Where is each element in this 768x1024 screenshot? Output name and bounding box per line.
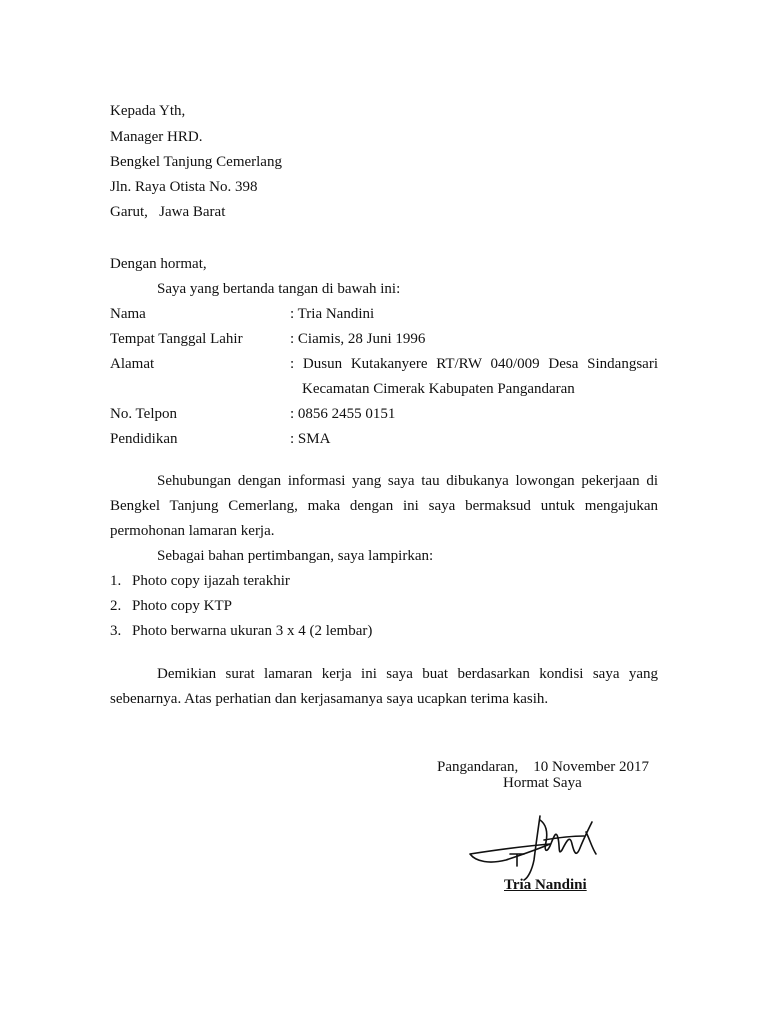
intro-text: Saya yang bertanda tangan di bawah ini:: [157, 281, 401, 297]
greeting: Dengan hormat,: [110, 256, 207, 272]
attachment-text: Photo copy ijazah terakhir: [132, 573, 290, 589]
attachment-number: 1.: [110, 573, 122, 589]
field-phone-value: : 0856 2455 0151: [290, 406, 396, 422]
attachment-number: 2.: [110, 598, 122, 614]
recipient-salutation: Kepada Yth,: [110, 103, 186, 119]
recipient-company: Bengkel Tanjung Cemerlang: [110, 154, 282, 170]
field-phone-label: No. Telpon: [110, 406, 178, 422]
closing-paragraph-line-1: Demikian surat lamaran kerja ini saya buat berdasarkan kondisi saya yang: [157, 666, 658, 682]
field-education-value: : SMA: [290, 431, 331, 447]
body-paragraph-1-line-3: permohonan lamaran kerja.: [110, 523, 275, 539]
recipient-title: Manager HRD.: [110, 129, 203, 145]
recipient-city: Garut, Jawa Barat: [110, 204, 226, 220]
attachment-number: 3.: [110, 623, 122, 639]
field-birth-label: Tempat Tanggal Lahir: [110, 331, 243, 347]
body-paragraph-1-line-1: Sehubungan dengan informasi yang saya tau dibukanya lowongan pekerjaan di: [157, 473, 658, 489]
closing-paragraph-line-2: sebenarnya. Atas perhatian dan kerjasamanya saya ucapkan terima kasih.: [110, 691, 549, 707]
field-birth-value: : Ciamis, 28 Juni 1996: [290, 331, 426, 347]
attachment-text: Photo berwarna ukuran 3 x 4 (2 lembar): [132, 623, 373, 639]
signatory-name: Tria Nandini: [504, 877, 587, 893]
field-education-label: Pendidikan: [110, 431, 178, 447]
regards-text: Hormat Saya: [503, 775, 582, 791]
field-address-value-line1: : Dusun Kutakanyere RT/RW 040/009 Desa Sindangsari: [290, 356, 658, 372]
attachment-item: [110, 597, 232, 615]
field-name-label: Nama: [110, 306, 146, 322]
field-name-value: : Tria Nandini: [290, 306, 375, 322]
field-address-label: Alamat: [110, 356, 155, 372]
body-paragraph-1-line-2: Bengkel Tanjung Cemerlang, maka dengan ini saya bermaksud untuk mengajukan: [110, 498, 658, 514]
recipient-street: Jln. Raya Otista No. 398: [110, 179, 258, 195]
place-date: Pangandaran, 10 November 2017: [437, 759, 650, 775]
handwritten-signature: [466, 810, 606, 886]
attachment-item: [110, 622, 372, 640]
body-paragraph-2: Sebagai bahan pertimbangan, saya lampirkan:: [157, 548, 434, 564]
attachment-item: [110, 572, 290, 590]
attachment-text: Photo copy KTP: [132, 598, 233, 614]
field-address-value-line2: Kecamatan Cimerak Kabupaten Pangandaran: [302, 381, 575, 397]
